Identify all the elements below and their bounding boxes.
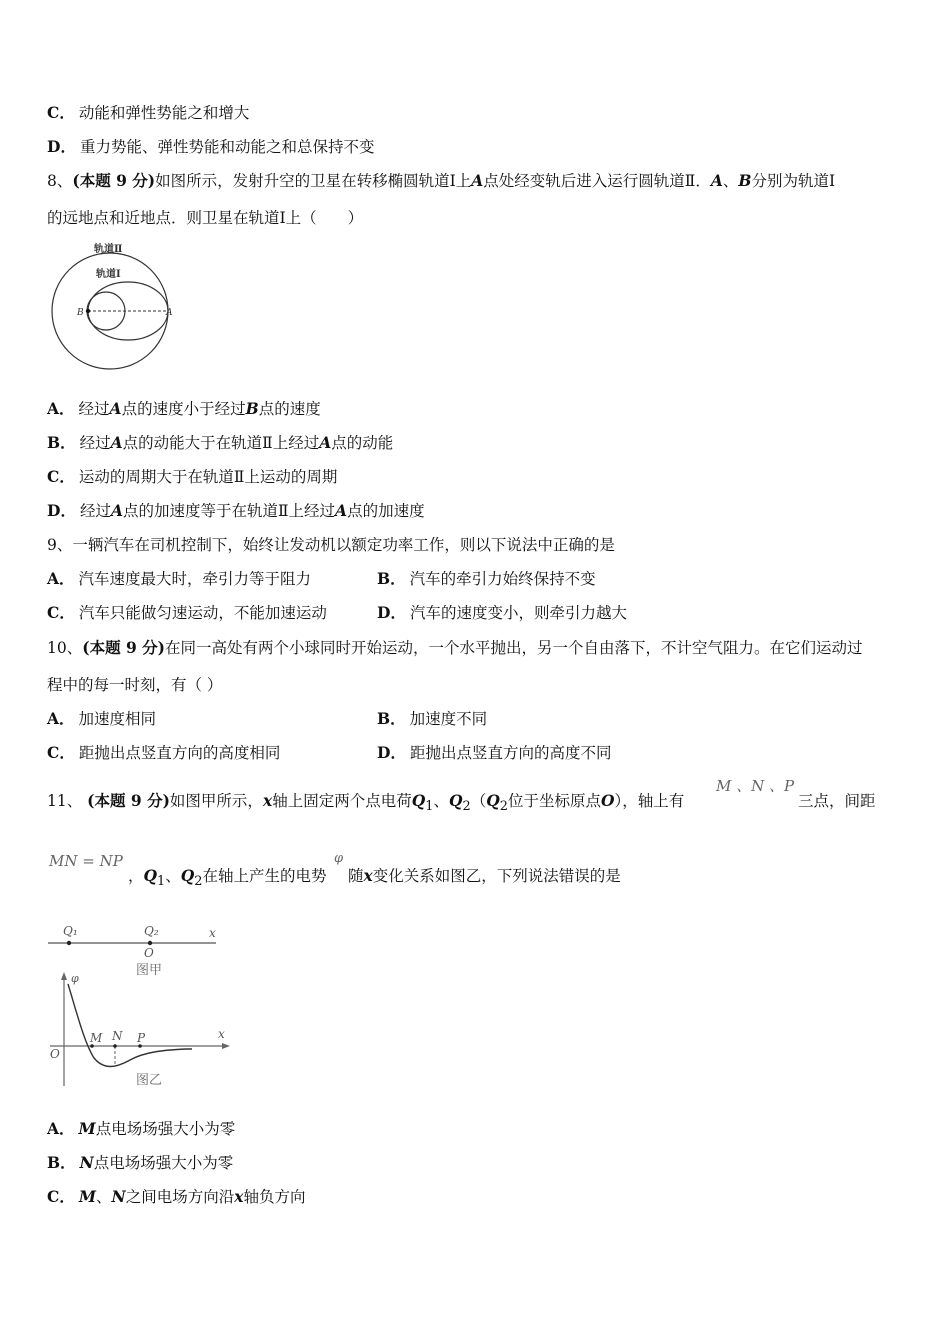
q11-stem-line2-tail — [348, 866, 621, 886]
var: N — [111, 1187, 126, 1206]
var: x — [262, 791, 273, 810]
option-label: B． — [377, 709, 406, 728]
option-label: D． — [47, 137, 76, 156]
stem-text: 分别为轨道Ⅰ — [751, 172, 836, 190]
var: Q — [180, 866, 195, 885]
option-text: 点的动能大于在轨道Ⅱ上经过 — [122, 434, 320, 452]
option-label: C． — [47, 103, 75, 122]
option-text: 加速度相同 — [78, 710, 157, 728]
var: A — [710, 171, 723, 190]
orbit-diagram — [44, 238, 184, 370]
option-text: 经过 — [79, 502, 111, 520]
orbit-2-label: 轨道Ⅱ — [94, 244, 123, 255]
stem-text: 、 — [165, 867, 181, 885]
q9-stem — [47, 535, 615, 555]
stem-text: 的远地点和近地点．则卫星在轨道Ⅰ上（ ） — [47, 209, 364, 227]
figure-yi — [44, 970, 244, 1090]
option-label: A． — [47, 1119, 75, 1138]
m-label: M — [90, 1031, 103, 1045]
var: A — [110, 501, 123, 520]
var: A — [110, 433, 123, 452]
var: A — [335, 501, 348, 520]
option-text: 距抛出点竖直方向的高度不同 — [409, 744, 612, 762]
option-text: 运动的周期大于在轨道Ⅱ上运动的周期 — [78, 468, 338, 486]
q1-label: Q₁ — [63, 924, 78, 938]
figure-caption: 图甲 — [136, 963, 163, 978]
stem-text: 程中的每一时刻，有（ ） — [47, 676, 223, 694]
q11-stem-line2 — [128, 866, 327, 892]
subscript: 1 — [425, 799, 434, 815]
stem-text: 如图甲所示， — [169, 792, 263, 810]
var: O — [600, 791, 615, 810]
option-label: C． — [47, 467, 75, 486]
x-label: x — [209, 926, 216, 940]
var: A — [109, 399, 122, 418]
option-label: D． — [377, 603, 406, 622]
q10-option-a — [47, 709, 156, 729]
stem-text: ），轴上有 — [614, 792, 685, 810]
stem-text: 如图所示，发射升空的卫星在转移椭圆轨道Ⅰ上 — [155, 172, 472, 190]
option-text: 点的动能 — [331, 434, 394, 452]
phi-math: φ — [334, 851, 344, 866]
stem-text: 、 — [722, 172, 739, 190]
stem-text: 点处经变轨后进入运行圆轨道Ⅱ． — [483, 172, 711, 190]
mnp-math: M 、N 、P — [716, 777, 795, 795]
q10-option-c — [47, 743, 280, 763]
option-text: 点的速度小于经过 — [121, 400, 246, 418]
q8-option-d — [47, 501, 425, 521]
origin-label: O — [144, 946, 154, 960]
q11-stem-line1 — [47, 791, 684, 817]
q1-dot — [67, 941, 71, 945]
stem-text: 在轴上产生的电势 — [202, 867, 327, 885]
q8-option-c — [47, 467, 337, 487]
question-score: (本题 9 分) — [82, 638, 165, 657]
stem-text: 、 — [433, 792, 449, 810]
origin-label: O — [50, 1047, 60, 1061]
option-label: D． — [377, 743, 406, 762]
var: Q — [448, 791, 463, 810]
stem-text: ， — [128, 867, 144, 885]
option-label: C． — [47, 1187, 75, 1206]
option-text: 点的加速度等于在轨道Ⅱ上经过 — [123, 502, 336, 520]
option-text: 汽车速度最大时，牵引力等于阻力 — [78, 570, 312, 588]
option-text: 重力势能、弹性势能和动能之和总保持不变 — [79, 138, 375, 156]
point-b-dot — [86, 309, 90, 313]
option-text: 点电场场强大小为零 — [93, 1154, 234, 1172]
var: B — [245, 399, 259, 418]
mn-np-math: MN = NP — [49, 852, 123, 870]
var: M — [78, 1119, 96, 1138]
stem-text: 9、一辆汽车在司机控制下，始终让发动机以额定功率工作，则以下说法中正确的是 — [47, 536, 615, 554]
option-text: 之间电场方向沿 — [125, 1188, 235, 1206]
point-b-label: B — [77, 308, 84, 318]
point-a-label: A — [166, 308, 173, 318]
q11-option-a — [47, 1119, 235, 1139]
stem-text: 轴上固定两个点电荷 — [272, 792, 412, 810]
stem-text: 三点，间距 — [798, 792, 876, 810]
stem-text: 位于坐标原点 — [507, 792, 601, 810]
option-text: 、 — [96, 1188, 112, 1206]
var: N — [79, 1153, 94, 1172]
question-number: 10、 — [47, 639, 83, 657]
option-text: 点电场场强大小为零 — [95, 1120, 236, 1138]
var: x — [363, 866, 373, 885]
x-axis-arrow — [222, 1043, 230, 1049]
option-text: 经过 — [79, 434, 111, 452]
q9-option-b — [377, 569, 596, 589]
potential-curve — [68, 984, 192, 1067]
var: A — [471, 171, 484, 190]
option-text: 汽车的速度变小，则牵引力越大 — [409, 604, 627, 622]
var: Q — [486, 791, 500, 810]
option-label: B． — [377, 569, 406, 588]
q8-stem-line2 — [47, 208, 363, 228]
q11-option-b — [47, 1153, 233, 1173]
q7-option-d — [47, 137, 374, 157]
question-score: (本题 9 分) — [87, 791, 170, 810]
q9-option-d — [377, 603, 627, 623]
var: Q — [411, 791, 426, 810]
question-score: (本题 9 分) — [72, 171, 156, 190]
option-text: 轴负方向 — [243, 1188, 306, 1206]
option-label: D． — [47, 501, 76, 520]
figure-caption: 图乙 — [136, 1073, 163, 1088]
option-text: 经过 — [78, 400, 110, 418]
option-label: A． — [47, 709, 75, 728]
option-label: C． — [47, 743, 75, 762]
option-text: 加速度不同 — [409, 710, 488, 728]
option-text: 动能和弹性势能之和增大 — [78, 104, 250, 122]
q10-option-d — [377, 743, 611, 763]
q7-option-c — [47, 103, 249, 123]
subscript: 2 — [194, 874, 203, 890]
option-label: B． — [47, 1153, 76, 1172]
stem-text: 变化关系如图乙，下列说法错误的是 — [372, 867, 621, 885]
subscript: 2 — [462, 799, 471, 815]
q9-option-a — [47, 569, 311, 589]
q10-option-b — [377, 709, 487, 729]
q8-option-a — [47, 399, 321, 419]
q8-stem-line1 — [47, 171, 835, 191]
phi-label: φ — [71, 972, 79, 985]
q9-option-c — [47, 603, 327, 623]
stem-text: 在同一高处有两个小球同时开始运动，一个水平抛出，另一个自由落下，不计空气阻力。在它们运动过 — [164, 639, 863, 657]
option-text: 点的速度 — [258, 400, 321, 418]
question-number: 8、 — [47, 172, 73, 190]
var: B — [738, 171, 752, 190]
q10-stem-line1 — [47, 638, 863, 658]
var: M — [78, 1187, 97, 1206]
stem-text: （ — [470, 792, 487, 810]
var: x — [234, 1187, 244, 1206]
option-text: 汽车只能做匀速运动，不能加速运动 — [78, 604, 327, 622]
x-label: x — [218, 1027, 225, 1041]
q10-stem-line2 — [47, 675, 222, 695]
stem-text: 随 — [348, 867, 364, 885]
orbit-1-label: 轨道Ⅰ — [96, 269, 121, 280]
option-text: 点的加速度 — [347, 502, 425, 520]
phi-axis-arrow — [61, 972, 67, 980]
option-label: A． — [47, 569, 75, 588]
n-label: N — [112, 1029, 123, 1043]
option-text: 汽车的牵引力始终保持不变 — [409, 570, 596, 588]
n-dot — [113, 1044, 117, 1048]
q11-stem-line1-tail — [798, 791, 876, 811]
subscript: 2 — [499, 799, 508, 815]
option-label: A． — [47, 399, 75, 418]
subscript: 1 — [157, 874, 166, 890]
var: Q — [143, 866, 158, 885]
option-text: 距抛出点竖直方向的高度相同 — [78, 744, 281, 762]
q11-option-c — [47, 1187, 305, 1207]
q2-dot — [148, 941, 152, 945]
question-number: 11、 — [47, 792, 83, 810]
q2-label: Q₂ — [144, 924, 159, 938]
p-label: P — [137, 1031, 146, 1045]
option-label: B． — [47, 433, 76, 452]
option-label: C． — [47, 603, 75, 622]
q8-option-b — [47, 433, 393, 453]
var: A — [319, 433, 332, 452]
